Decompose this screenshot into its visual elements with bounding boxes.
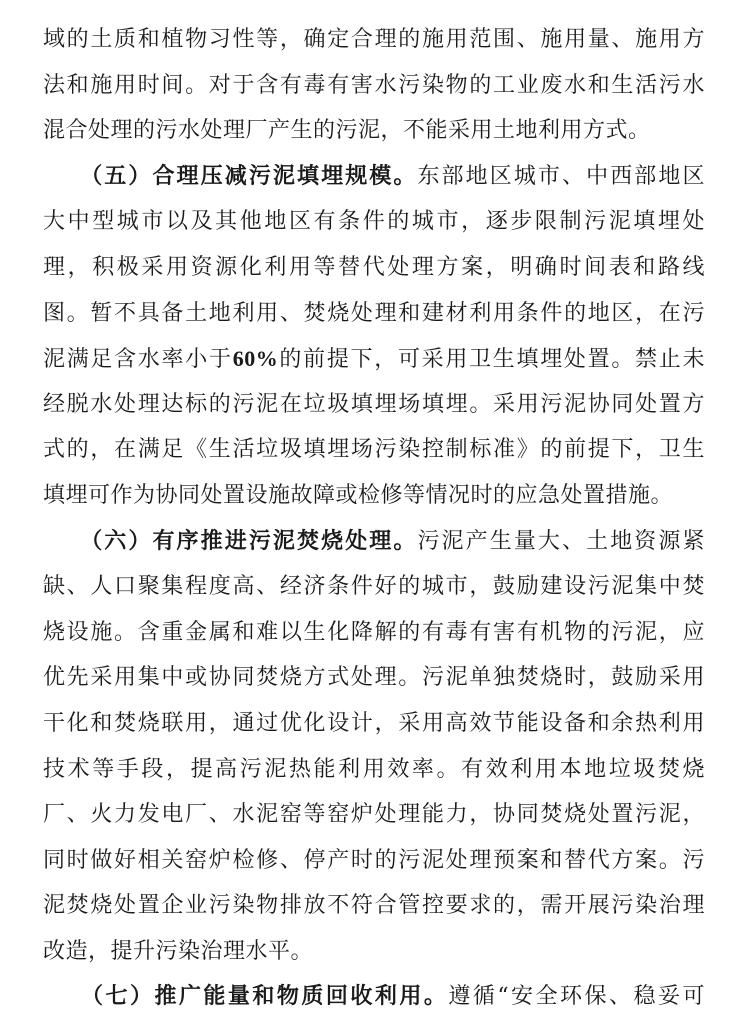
- section-5-first-line: [43, 154, 705, 200]
- document-body: [43, 17, 705, 1020]
- section-heading: （七）推广能量和物质回收利用。: [91, 984, 449, 1010]
- text-line: 法和施用时间。对于含有毒有害水污染物的工业废水和生活污水: [43, 72, 705, 98]
- text-line: 优先采用集中或协同焚烧方式处理。污泥单独焚烧时，鼓励采用: [43, 665, 705, 691]
- text-line: 同时做好相关窑炉检修、停产时的污泥处理预案和替代方案。污: [43, 847, 705, 873]
- text-line: 经脱水处理达标的污泥在垃圾填埋场填埋。采用污泥协同处置方: [43, 391, 705, 417]
- text-line: 式的，在满足《生活垃圾填埋场污染控制标准》的前提下，卫生: [43, 437, 705, 463]
- text-line: 大中型城市以及其他地区有条件的城市，逐步限制污泥填埋处: [43, 209, 705, 235]
- moisture-percentage: 60%: [232, 346, 279, 372]
- text-line: 泥焚烧处置企业污染物排放不符合管控要求的，需开展污染治理: [43, 893, 705, 919]
- text-line: [43, 336, 705, 382]
- section-heading: （六）有序推进污泥焚烧处理。: [91, 528, 418, 554]
- text-line: 改造，提升污染治理水平。: [43, 938, 314, 964]
- text-line: 理，积极采用资源化利用等替代处理方案，明确时间表和路线: [43, 254, 705, 280]
- text-span: 遵循“安全环保、稳妥可: [448, 984, 705, 1010]
- text-span: 东部地区城市、中西部地区: [417, 163, 705, 189]
- text-line: 域的土质和植物习性等，确定合理的施用范围、施用量、施用方: [43, 27, 705, 52]
- text-line: 缺、人口聚集程度高、经济条件好的城市，鼓励建设污泥集中焚: [43, 574, 705, 600]
- text-span: 污泥产生量大、土地资源紧: [417, 528, 705, 554]
- text-line: 图。暂不具备土地利用、焚烧处理和建材利用条件的地区，在污: [43, 300, 705, 326]
- text-line: 干化和焚烧联用，通过优化设计，采用高效节能设备和余热利用: [43, 710, 705, 736]
- text-span: 的前提下，可采用卫生填埋处置。禁止未: [278, 347, 705, 373]
- section-6-first-line: [43, 519, 705, 565]
- text-line: 技术等手段，提高污泥热能利用效率。有效利用本地垃圾焚烧: [43, 756, 705, 782]
- text-line: 厂、火力发电厂、水泥窑等窑炉处理能力，协同焚烧处置污泥，: [43, 802, 705, 828]
- section-heading: （五）合理压减污泥填埋规模。: [91, 163, 418, 189]
- text-line: 烧设施。含重金属和难以生化降解的有毒有害有机物的污泥，应: [43, 619, 705, 645]
- text-line: 混合处理的污水处理厂产生的污泥，不能采用土地利用方式。: [43, 118, 651, 144]
- text-line: 填埋可作为协同处置设施故障或检修等情况时的应急处置措施。: [43, 482, 674, 508]
- text-span: 泥满足含水率小于: [43, 347, 233, 373]
- section-7-first-line: [43, 974, 705, 1020]
